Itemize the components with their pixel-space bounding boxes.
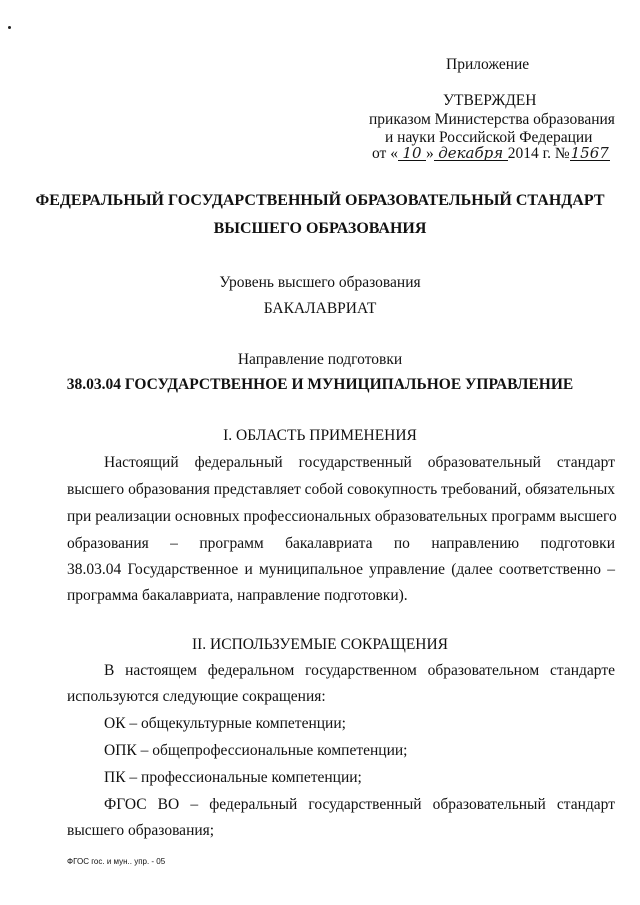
document-title-line-1: ФЕДЕРАЛЬНЫЙ ГОСУДАРСТВЕННЫЙ ОБРАЗОВАТЕЛЬНЫЙ СТАНДАРТ [35, 192, 605, 209]
education-level-label: Уровень высшего образования [219, 274, 421, 291]
order-line-2: и науки Российской Федерации [385, 129, 593, 146]
direction-label: Направление подготовки [237, 351, 403, 368]
section-1-line: высшего образования представляет собой совокупность требований, обязательных [67, 481, 615, 498]
abbreviation-fgos-line: высшего образования; [67, 822, 215, 839]
appendix-label: Приложение [446, 56, 530, 73]
section-1-line: при реализации основных профессиональных образовательных программ высшего [67, 508, 617, 525]
scan-speck [8, 26, 11, 29]
approved-label: УТВЕРЖДЕН [443, 92, 537, 109]
date-month-handwritten: декабря [434, 146, 508, 161]
abbreviation-item: ОПК – общепрофессиональные компетенции; [104, 742, 408, 759]
section-1-line: образования – программ бакалавриата по направлению подготовки [67, 535, 615, 552]
abbreviation-fgos-line: ФГОС ВО – федеральный государственный образовательный стандарт [104, 796, 615, 813]
date-prefix: от « [372, 145, 398, 162]
order-line-1: приказом Министерства образования [369, 111, 615, 128]
order-number-handwritten: 1567 [570, 144, 609, 162]
section-1-line: Настоящий федеральный государственный образовательный стандарт [104, 454, 615, 471]
abbreviation-item: ОК – общекультурные компетенции; [104, 715, 346, 732]
education-level-value: БАКАЛАВРИАТ [263, 300, 377, 317]
date-year: 2014 г. № [507, 145, 570, 162]
direction-value: 38.03.04 ГОСУДАРСТВЕННОЕ И МУНИЦИПАЛЬНОЕ УПРАВЛЕНИЕ [66, 376, 574, 393]
section-2-intro-line: В настоящем федеральном государственном образовательном стандарте [104, 662, 615, 679]
section-1-line: программа бакалавриата, направление подготовки). [67, 587, 408, 604]
section-1-heading: I. ОБЛАСТЬ ПРИМЕНЕНИЯ [223, 427, 417, 444]
section-2-heading: II. ИСПОЛЬЗУЕМЫЕ СОКРАЩЕНИЯ [191, 636, 449, 653]
abbreviation-item: ПК – профессиональные компетенции; [104, 769, 362, 786]
section-2-intro-line: используются следующие сокращения: [67, 688, 326, 705]
section-1-line: 38.03.04 Государственное и муниципальное управление (далее соответственно – [67, 561, 615, 578]
document-title-line-2: ВЫСШЕГО ОБРАЗОВАНИЯ [213, 220, 427, 237]
date-mid: » [425, 145, 434, 162]
footer-code: ФГОС гос. и мун.. упр. - 05 [67, 857, 166, 866]
date-day-handwritten: 10 [398, 146, 426, 161]
order-date-line [372, 145, 610, 163]
